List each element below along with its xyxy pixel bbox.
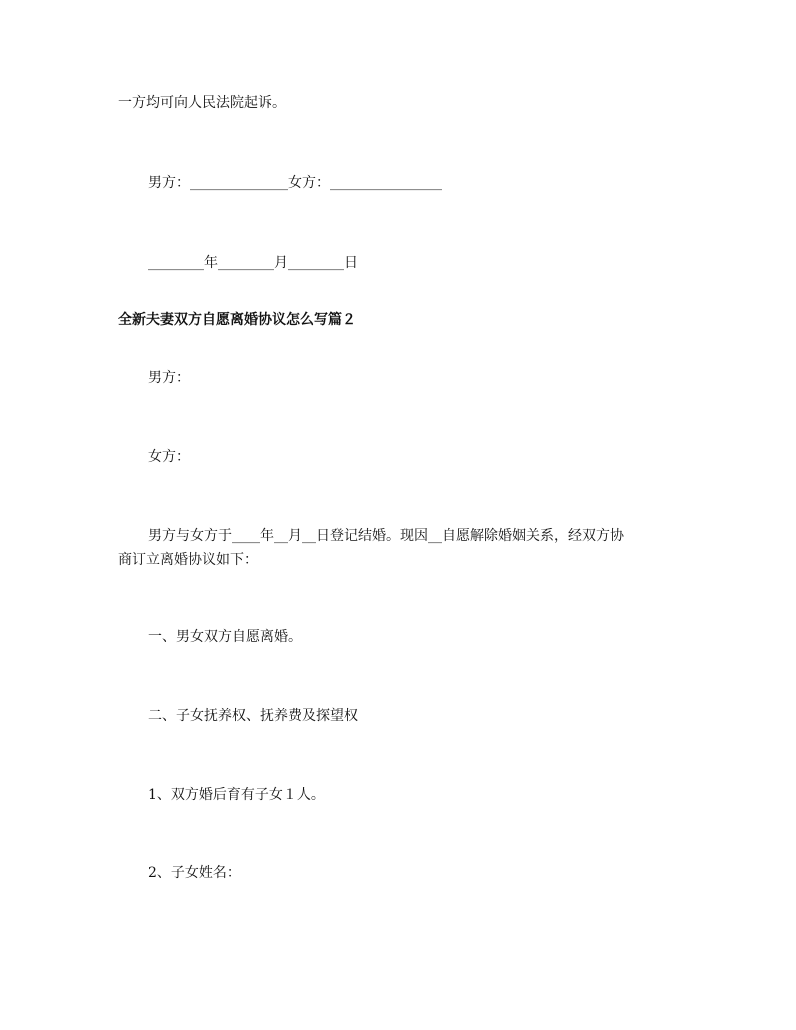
clause-2: 二、子女抚养权、抚养费及探望权 <box>148 708 358 724</box>
intro-paragraph-line-1: 男方与女方于____年__月__日登记结婚。现因__自愿解除婚姻关系，经双方协 <box>148 528 624 544</box>
female-party-label: 女方： <box>148 449 190 465</box>
list-item-2: 2、子女姓名： <box>148 865 241 881</box>
clause-1: 一、男女双方自愿离婚。 <box>148 629 302 645</box>
male-party-label: 男方： <box>148 370 190 386</box>
section-heading: 全新夫妻双方自愿离婚协议怎么写篇２ <box>118 312 356 328</box>
intro-paragraph-line-2: 商订立离婚协议如下： <box>118 552 258 568</box>
date-line: ________年________月________日 <box>148 255 358 271</box>
closing-text: 一方均可向人民法院起诉。 <box>118 95 286 111</box>
signature-line: 男方：______________女方：________________ <box>148 175 442 191</box>
list-item-1: 1、双方婚后育有子女１人。 <box>148 787 325 803</box>
